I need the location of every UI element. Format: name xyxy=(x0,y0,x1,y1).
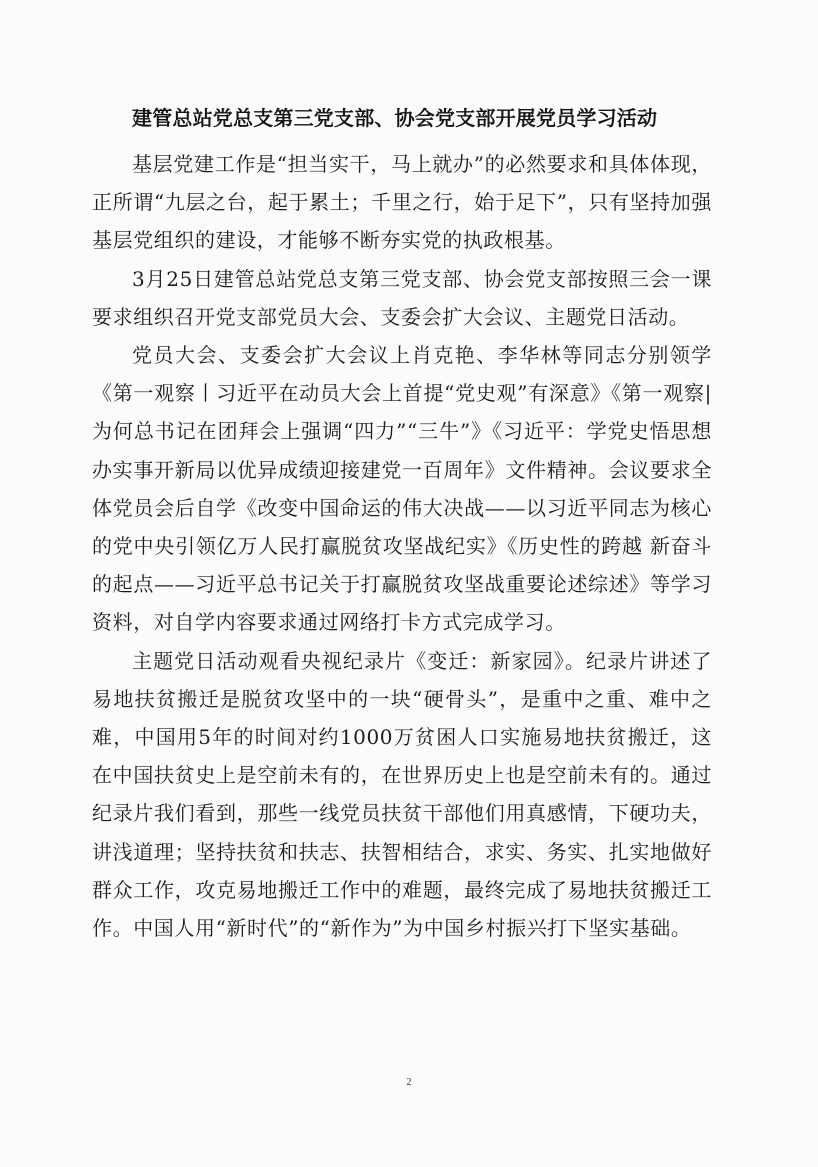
document-title: 建管总站党总支第三党支部、协会党支部开展党员学习活动 xyxy=(132,106,658,130)
paragraph-documentary: 主题党日活动观看央视纪录片《变迁：新家园》。纪录片讲述了易地扶贫搬迁是脱贫攻坚中的一块“硬骨头”，是重中之重、难中之难，中国用5年的时间对约1000万贫困人口实施易地扶贫搬迁，这在中国扶贫史上是空前未有的，在世界历史上也是空前未有的。通过纪录片我们看到，那些一线党员扶贫干部他们用真感情，下硬功夫，讲浅道理；坚持扶贫和扶志、扶智相结合，求实、务实、扎实地做好群众工作，攻克易地搬迁工作中的难题，最终完成了易地扶贫搬迁工作。中国人用“新时代”的“新作为”为中国乡村振兴打下坚实基础。 xyxy=(92,648,712,941)
page-number: 2 xyxy=(406,1077,412,1088)
document-body xyxy=(92,145,712,947)
paragraph-study: 党员大会、支委会扩大会议上肖克艳、李华林等同志分别领学《第一观察丨习近平在动员大会上首提“党史观”有深意》《第一观察|为何总书记在团拜会上强调“四力”“三牛”》《习近平：学党史悟思想办实事开新局以优异成绩迎接建党一百周年》文件精神。会议要求全体党员会后自学《改变中国命运的伟大决战——以习近平同志为核心的党中央引领亿万人民打赢脱贫攻坚战纪实》《历史性的跨越 新奋斗的起点——习近平总书记关于打赢脱贫攻坚战重要论述综述》等学习资料，对自学内容要求通过网络打卡方式完成学习。 xyxy=(92,343,712,635)
paragraph-intro: 基层党建工作是“担当实干，马上就办”的必然要求和具体体现，正所谓“九层之台，起于累土；千里之行，始于足下”，只有坚持加强基层党组织的建设，才能够不断夯实党的执政根基。 xyxy=(92,152,712,253)
paragraph-meeting: 3月25日建管总站党总支第三党支部、协会党支部按照三会一课要求组织召开党支部党员大会、支委会扩大会议、主题党日活动。 xyxy=(92,266,712,329)
